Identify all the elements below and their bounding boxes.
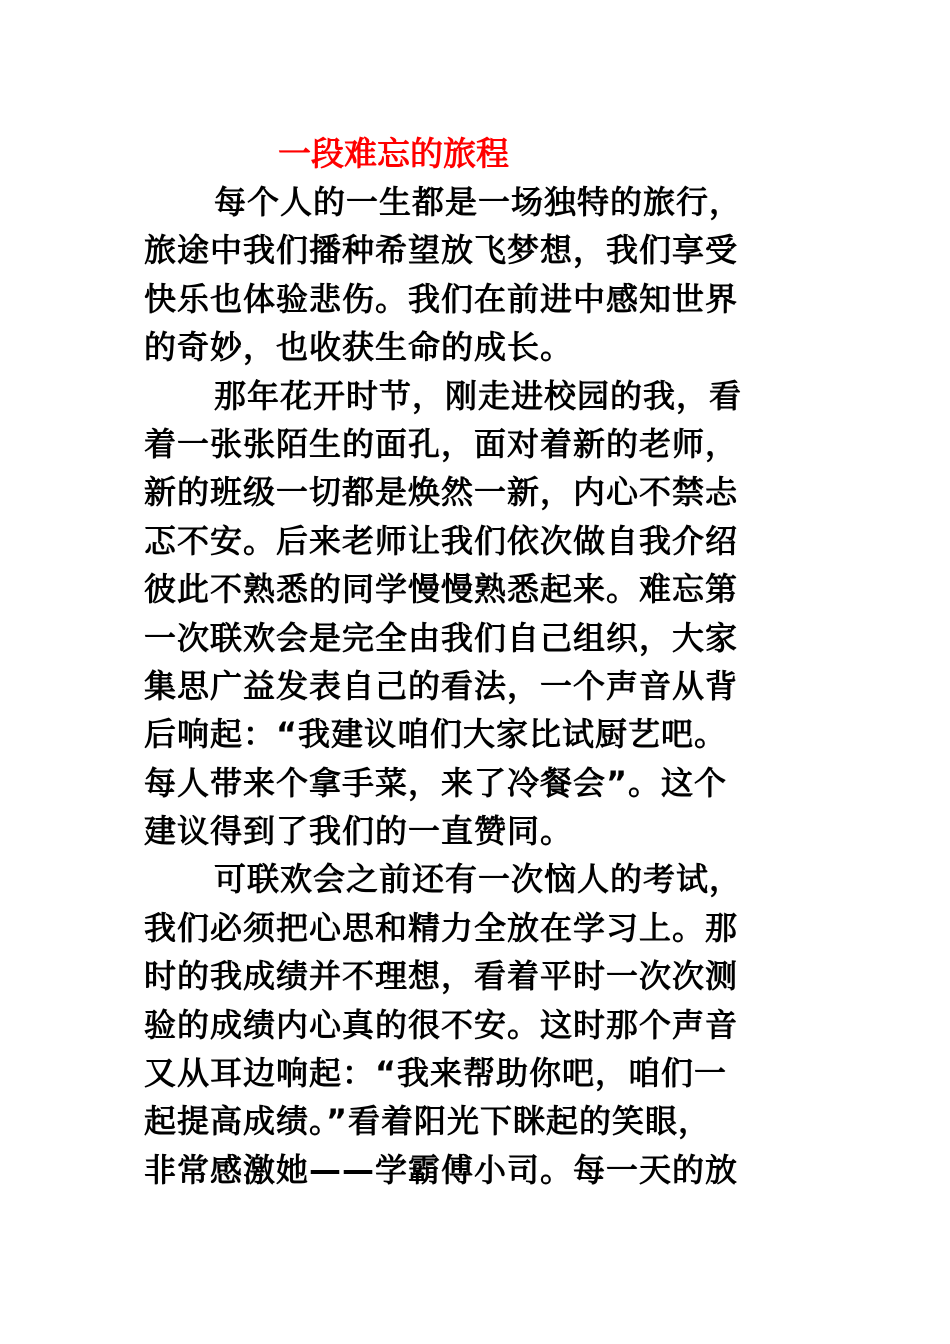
text-line: 着一张张陌生的面孔，面对着新的老师， xyxy=(144,424,739,463)
text-line: 旅途中我们播种希望放飞梦想，我们享受 xyxy=(144,231,739,270)
text-line: 彼此不熟悉的同学慢慢熟悉起来。难忘第 xyxy=(144,570,739,609)
document-body xyxy=(144,178,808,1194)
text-line: 一次联欢会是完全由我们自己组织，大家 xyxy=(144,618,739,657)
text-line: 每人带来个拿手菜，来了冷餐会”。这个 xyxy=(144,763,728,802)
text-line: 建议得到了我们的一直赞同。 xyxy=(144,812,574,851)
text-line: 的奇妙，也收获生命的成长。 xyxy=(144,328,574,367)
text-line: 起提高成绩。”看着阳光下眯起的笑眼， xyxy=(144,1102,712,1141)
text-line: 集思广益发表自己的看法，一个声音从背 xyxy=(144,666,739,705)
text-line: 我们必须把心思和精力全放在学习上。那 xyxy=(144,908,739,947)
text-line: 忑不安。后来老师让我们依次做自我介绍 xyxy=(144,521,739,560)
text-line: 验的成绩内心真的很不安。这时那个声音 xyxy=(144,1005,739,1044)
text-line: 非常感激她——学霸傅小司。每一天的放 xyxy=(144,1150,739,1189)
text-line: 那年花开时节，刚走进校园的我，看 xyxy=(214,376,743,415)
text-line: 新的班级一切都是焕然一新，内心不禁忐 xyxy=(144,473,739,512)
text-line: 又从耳边响起：“我来帮助你吧，咱们一 xyxy=(144,1054,728,1093)
text-line: 后响起：“我建议咱们大家比试厨艺吧。 xyxy=(144,715,728,754)
text-line: 每个人的一生都是一场独特的旅行， xyxy=(214,183,743,221)
text-line: 快乐也体验悲伤。我们在前进中感知世界 xyxy=(144,279,739,318)
text-line: 时的我成绩并不理想，看着平时一次次测 xyxy=(144,957,739,996)
text-line: 可联欢会之前还有一次恼人的考试， xyxy=(214,860,743,899)
document-title: 一段难忘的旅程 xyxy=(278,134,509,173)
